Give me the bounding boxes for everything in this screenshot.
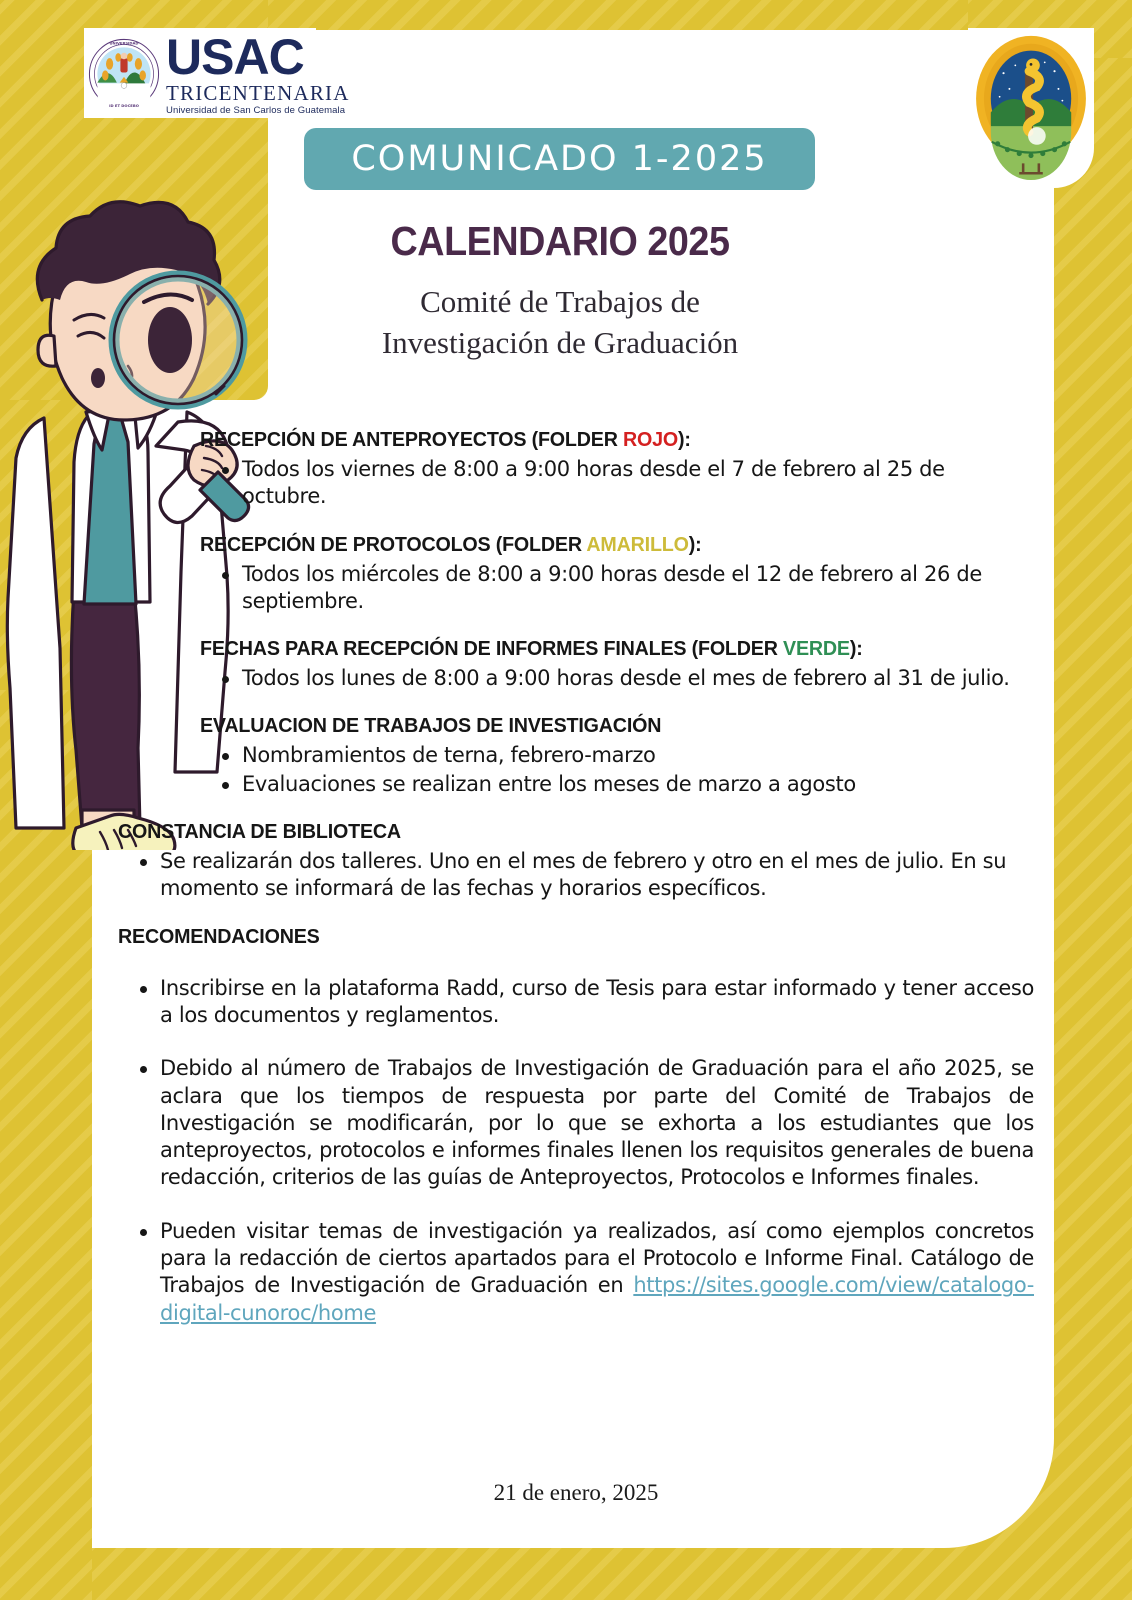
list-item: Todos los viernes de 8:00 a 9:00 horas desde el 7 de febrero al 25 de octubre. <box>200 456 1034 511</box>
recommendations-list <box>118 975 1034 1327</box>
heading-color-word-amarillo: AMARILLO <box>586 532 689 556</box>
section-heading <box>200 637 1001 661</box>
recommendation-text: Pueden visitar temas de investigación ya realizados, así como ejemplos concretos para la redacción de ciertos apartados para el Protocolo e Informe Final. Catálogo de Trabajos de Investigación de Graduación en <box>160 1218 1034 1298</box>
heading-color-word-rojo: ROJO <box>623 428 679 451</box>
bullet-list <box>200 561 1034 616</box>
heading-prefix: RECEPCIÓN DE PROTOCOLOS (FOLDER <box>200 532 587 556</box>
usac-wordmark: USAC <box>166 29 304 86</box>
section-constancia-biblioteca <box>118 820 1034 903</box>
section-heading: CONSTANCIA DE BIBLIOTECA <box>118 820 401 844</box>
usac-wordmark-group <box>166 29 350 117</box>
list-item: Nombramientos de terna, febrero-marzo <box>200 742 1034 769</box>
catalog-link[interactable]: https://sites.google.com/view/catalogo-digital-cunoroc/home <box>160 1273 1034 1325</box>
section-anteproyectos <box>118 428 1034 511</box>
section-heading: EVALUACION DE TRABAJOS DE INVESTIGACIÓN <box>200 714 662 738</box>
list-item: Se realizarán dos talleres. Uno en el mes de febrero y otro en el mes de julio. En su momento se informará de las fechas y horarios específicos. <box>118 848 1034 903</box>
list-item: Todos los miércoles de 8:00 a 9:00 horas desde el 12 de febrero al 26 de septiembre. <box>200 561 1034 616</box>
medicine-faculty-seal-icon <box>972 32 1090 184</box>
svg-text:UNIVERSIDAD: UNIVERSIDAD <box>109 41 139 46</box>
usac-tagline: TRICENTENARIA <box>166 81 350 106</box>
section-heading <box>200 533 1001 557</box>
bullet-list <box>200 665 1034 692</box>
list-item: Inscribirse en la plataforma Radd, curso de Tesis para estar informado y tener acceso a los documentos y reglamentos. <box>118 975 1034 1030</box>
usac-logo <box>88 29 350 118</box>
page-subtitle-line1: Comité de Trabajos de <box>420 284 700 319</box>
section-recomendaciones <box>118 925 1034 1327</box>
list-item: Evaluaciones se realizan entre los meses de marzo a agosto <box>200 771 1034 798</box>
usac-subtitle: Universidad de San Carlos de Guatemala <box>166 105 346 117</box>
list-item <box>118 1218 1034 1327</box>
heading-suffix: ): <box>678 428 691 451</box>
usac-seal-icon <box>88 38 160 110</box>
list-item: Debido al número de Trabajos de Investigación de Graduación para el año 2025, se aclara que los tiempos de respuesta por parte del Comité de Trabajos de Investigación se modificarán, por lo que se exhorta a los estudiantes que los anteproyectos, protocolos e informes finales llenen los requisitos generales de buena redacción, criterios de las guías de Anteproyectos, Protocolos e Informes finales. <box>118 1055 1034 1191</box>
footer-date: 21 de enero, 2025 <box>493 1480 659 1505</box>
bullet-list <box>200 742 1034 798</box>
bullet-list <box>118 848 1034 903</box>
svg-text:ID ET DOCEBO: ID ET DOCEBO <box>109 104 139 109</box>
heading-suffix: ): <box>688 532 702 556</box>
comunicado-banner <box>304 128 815 190</box>
heading-color-word-verde: VERDE <box>783 637 850 661</box>
section-informes-finales <box>118 637 1034 692</box>
section-heading: RECOMENDACIONES <box>118 924 320 948</box>
page-subtitle-line2: Investigación de Graduación <box>381 324 739 360</box>
heading-prefix: FECHAS PARA RECEPCIÓN DE INFORMES FINALES (FOLDER <box>200 637 784 661</box>
heading-prefix: RECEPCIÓN DE ANTEPROYECTOS (FOLDER <box>200 428 624 451</box>
bullet-list <box>200 456 1034 511</box>
heading-suffix: ): <box>849 637 863 661</box>
list-item: Todos los lunes de 8:00 a 9:00 horas desde el mes de febrero al 31 de julio. <box>200 665 1034 692</box>
body-content <box>118 428 1034 1353</box>
page-subtitle <box>190 282 930 364</box>
page-title: CALENDARIO 2025 <box>390 218 730 264</box>
section-heading <box>200 428 1001 452</box>
section-evaluacion <box>118 714 1034 798</box>
section-protocolos <box>118 533 1034 616</box>
comunicado-banner-label: COMUNICADO 1-2025 <box>351 139 768 179</box>
